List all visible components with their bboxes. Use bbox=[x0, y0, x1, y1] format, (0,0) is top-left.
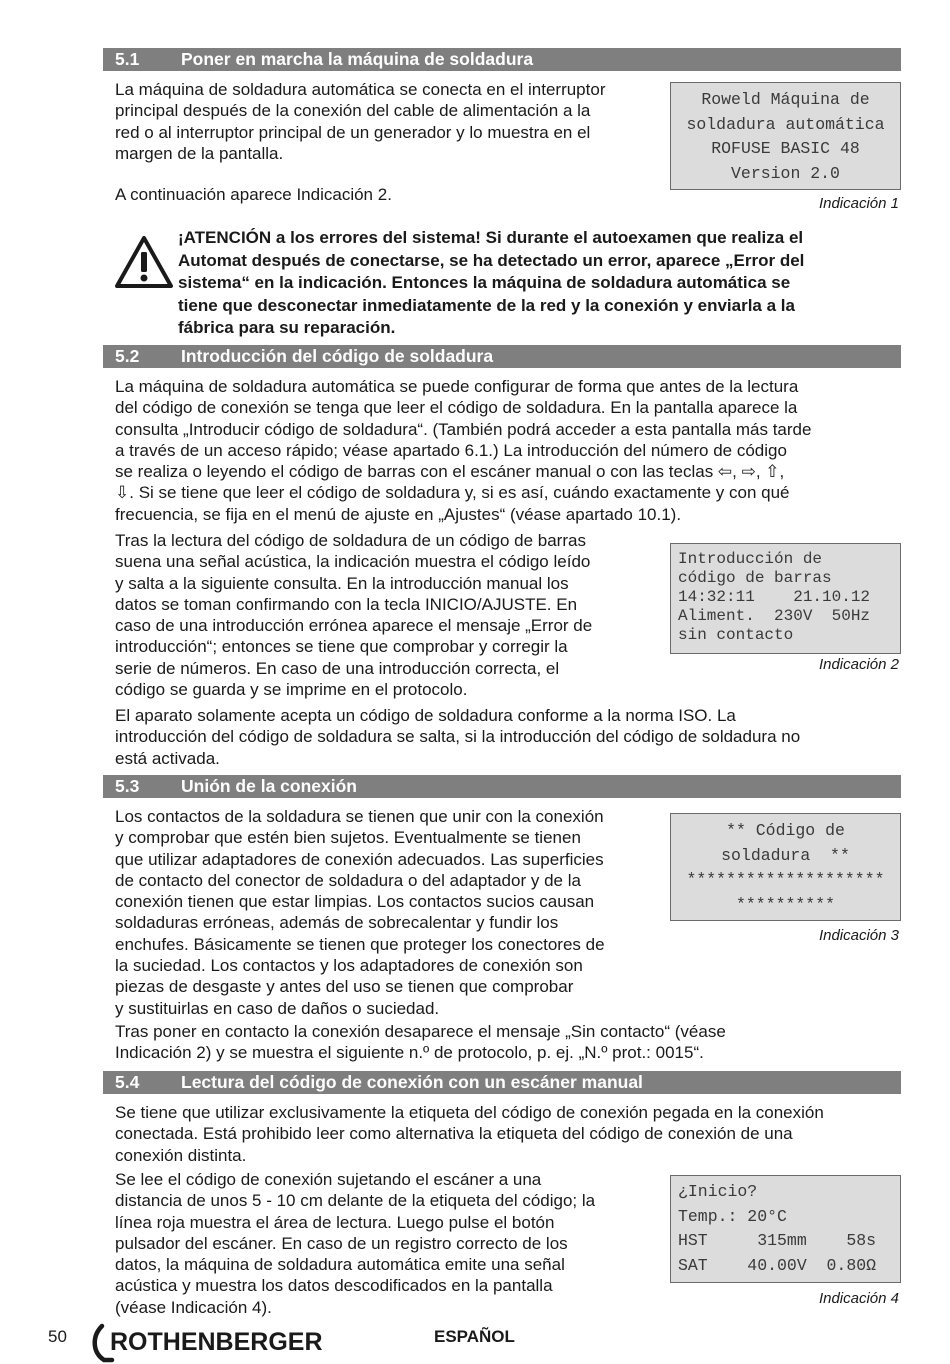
text-line: suena una señal acústica, la indicación muestra el código leído bbox=[115, 552, 591, 572]
text-line: distancia de unos 5 - 10 cm delante de la etiqueta del código; la bbox=[115, 1191, 596, 1211]
display-3 bbox=[670, 813, 901, 921]
text-line: código se guarda y se imprime en el protocolo. bbox=[115, 680, 468, 700]
display-caption: Indicación 4 bbox=[818, 1290, 899, 1307]
text-line: piezas de desgaste y antes del uso se tienen que comprobar bbox=[115, 977, 574, 997]
text-line: está activada. bbox=[115, 748, 220, 768]
text-line: serie de números. En caso de una introducción correcta, el bbox=[115, 658, 560, 678]
text-line: línea roja muestra el área de lectura. Luego pulse el botón bbox=[115, 1212, 555, 1232]
text-line: introducción“; entonces se tiene que comprobar y corregir la bbox=[115, 637, 568, 657]
text-line: principal después de la conexión del cable de alimentación a la bbox=[115, 101, 591, 121]
display-caption: Indicación 2 bbox=[818, 656, 899, 673]
display-4 bbox=[670, 1175, 901, 1283]
display-line: SAT 40.00V 0.80Ω bbox=[678, 1255, 877, 1275]
display-line: soldadura ** bbox=[721, 845, 850, 865]
text-line: Tras poner en contacto la conexión desaparece el mensaje „Sin contacto“ (véase bbox=[115, 1022, 726, 1041]
warning-line: Automat después de conectarse, se ha detectado un error, aparece „Error del bbox=[178, 250, 805, 270]
display-line: Introducción de bbox=[678, 550, 823, 568]
text-line: La máquina de soldadura automática se puede configurar de forma que antes de la lectura bbox=[115, 377, 799, 396]
display-line: Version 2.0 bbox=[731, 163, 840, 183]
display-line: ** Código de bbox=[726, 821, 845, 840]
display-line: ROFUSE BASIC 48 bbox=[711, 139, 860, 158]
display-line: sin contacto bbox=[678, 626, 794, 644]
text-line: ⇩. Si se tiene que leer el código de soldadura y, si es así, cuándo exactamente y con qué bbox=[115, 483, 790, 503]
display-caption: Indicación 1 bbox=[818, 195, 899, 212]
text-line: caso de una introducción errónea aparece el mensaje „Error de bbox=[115, 616, 593, 636]
text-line: (véase Indicación 4). bbox=[115, 1297, 272, 1317]
text-line: y comprobar que estén bien sujetos. Eventualmente se tienen bbox=[115, 828, 581, 848]
text-line: frecuencia, se fija en el menú de ajuste en „Ajustes“ (véase apartado 10.1). bbox=[115, 504, 682, 524]
text-line: que utilizar adaptadores de conexión adecuados. Las superficies bbox=[115, 849, 604, 869]
text-line: de contacto del conector de soldadura o del adaptador y de la bbox=[115, 870, 581, 890]
display-2 bbox=[670, 543, 901, 654]
display-line: HST 315mm 58s bbox=[678, 1231, 877, 1250]
text-line: se realiza o leyendo el código de barras con el escáner manual o con las teclas ⇦, ⇨, ⇧, bbox=[115, 462, 785, 482]
text-line: conectada. Está prohibido leer como alternativa la etiqueta del código de conexión de una bbox=[115, 1124, 793, 1144]
section-number: 5.1 bbox=[115, 49, 140, 69]
display-line: ¿Inicio? bbox=[678, 1182, 758, 1201]
display-line: código de barras bbox=[678, 569, 832, 587]
section-header-5-3 bbox=[103, 775, 901, 798]
section-5-4-para-2 bbox=[115, 1169, 665, 1318]
display-line: Temp.: 20°C bbox=[678, 1206, 787, 1226]
text-line: conexión distinta. bbox=[115, 1145, 247, 1165]
display-line: soldadura automática bbox=[686, 114, 885, 134]
section-header-5-2 bbox=[103, 345, 901, 368]
text-line: conexión tienen que estar limpias. Los contactos sucios causan bbox=[115, 892, 595, 912]
section-5-3-para-1 bbox=[115, 806, 665, 1019]
text-line: margen de la pantalla. bbox=[115, 143, 284, 163]
section-5-1-body bbox=[115, 79, 665, 205]
text-line: enchufes. Básicamente se tienen que proteger los conectores de bbox=[115, 934, 605, 954]
section-title: Unión de la conexión bbox=[181, 776, 357, 796]
page-number: 50 bbox=[48, 1327, 67, 1346]
section-5-4-para-1 bbox=[115, 1102, 905, 1166]
text-line: La máquina de soldadura automática se conecta en el interruptor bbox=[115, 80, 606, 99]
warning-text bbox=[178, 227, 898, 340]
footer-language: ESPAÑOL bbox=[434, 1327, 515, 1346]
section-5-2-para-1 bbox=[115, 376, 905, 525]
section-title: Introducción del código de soldadura bbox=[181, 346, 494, 366]
text-line: soldaduras erróneas, además de sobrecalentar y fundir los bbox=[115, 913, 559, 933]
warning-line: sistema“ en la indicación. Entonces la máquina de soldadura automática se bbox=[178, 273, 791, 293]
display-line: Roweld Máquina de bbox=[701, 90, 870, 109]
logo-wordmark: ROTHENBERGER bbox=[110, 1328, 323, 1356]
display-line: ******************** bbox=[686, 870, 885, 889]
text-line: y sustituirlas en caso de daños o suciedad. bbox=[115, 998, 440, 1018]
section-number: 5.3 bbox=[115, 776, 140, 796]
section-title: Lectura del código de conexión con un escáner manual bbox=[181, 1072, 643, 1092]
text-line: datos, la máquina de soldadura automática emite una señal bbox=[115, 1255, 565, 1275]
section-header-5-4 bbox=[103, 1071, 901, 1094]
text-line: Se tiene que utilizar exclusivamente la etiqueta del código de conexión pegada en la conexión bbox=[115, 1103, 824, 1122]
warning-line: tiene que desconectar inmediatamente de la red y la conexión y enviarla a la bbox=[178, 295, 795, 315]
text-line: datos se toman confirmando con la tecla INICIO/AJUSTE. En bbox=[115, 594, 578, 614]
rothenberger-logo bbox=[90, 1322, 340, 1364]
section-5-2-para-3 bbox=[115, 705, 905, 769]
text-line: la suciedad. Los contactos y los adaptadores de conexión son bbox=[115, 956, 583, 976]
section-5-3-para-2 bbox=[115, 1021, 905, 1064]
text-line: Los contactos de la soldadura se tienen que unir con la conexión bbox=[115, 807, 604, 826]
display-line: ********** bbox=[735, 894, 836, 914]
warning-line: fábrica para su reparación. bbox=[178, 318, 396, 338]
section-5-2-para-2 bbox=[115, 530, 665, 700]
display-line: Aliment. 230V 50Hz bbox=[678, 607, 871, 625]
text-line: acústica y muestra los datos descodificados en la pantalla bbox=[115, 1276, 553, 1296]
text-line: a través de un acceso rápido; véase apartado 6.1.) La introducción del número de código bbox=[115, 440, 787, 460]
text-line: del código de conexión se tenga que leer el código de soldadura. En la pantalla aparece la bbox=[115, 398, 798, 418]
display-1 bbox=[670, 82, 901, 190]
text-line: Se lee el código de conexión sujetando el escáner a una bbox=[115, 1170, 542, 1189]
text-line: pulsador del escáner. En caso de un registro correcto de los bbox=[115, 1233, 568, 1253]
text-line: consulta „Introducir código de soldadura“. (También podrá acceder a esta pantalla más tarde bbox=[115, 419, 812, 439]
text-line: y salta a la siguiente consulta. En la introducción manual los bbox=[115, 573, 569, 593]
text-line: A continuación aparece Indicación 2. bbox=[115, 185, 392, 205]
text-line: El aparato solamente acepta un código de soldadura conforme a la norma ISO. La bbox=[115, 706, 736, 725]
section-title: Poner en marcha la máquina de soldadura bbox=[181, 49, 534, 69]
text-line: Indicación 2) y se muestra el siguiente n.º de protocolo, p. ej. „N.º prot.: 0015“. bbox=[115, 1043, 704, 1063]
display-line: 14:32:11 21.10.12 bbox=[678, 588, 871, 606]
section-number: 5.2 bbox=[115, 346, 140, 366]
text-line: introducción del código de soldadura se salta, si la introducción del código de soldadura no bbox=[115, 727, 801, 747]
warning-line: ¡ATENCIÓN a los errores del sistema! Si durante el autoexamen que realiza el bbox=[178, 228, 804, 247]
section-number: 5.4 bbox=[115, 1072, 140, 1092]
section-header-5-1 bbox=[103, 48, 901, 71]
display-caption: Indicación 3 bbox=[818, 927, 899, 944]
text-line: Tras la lectura del código de soldadura de un código de barras bbox=[115, 531, 586, 550]
text-line: red o al interruptor principal de un generador y lo muestra en el bbox=[115, 122, 591, 142]
warning-triangle-icon bbox=[113, 234, 175, 290]
